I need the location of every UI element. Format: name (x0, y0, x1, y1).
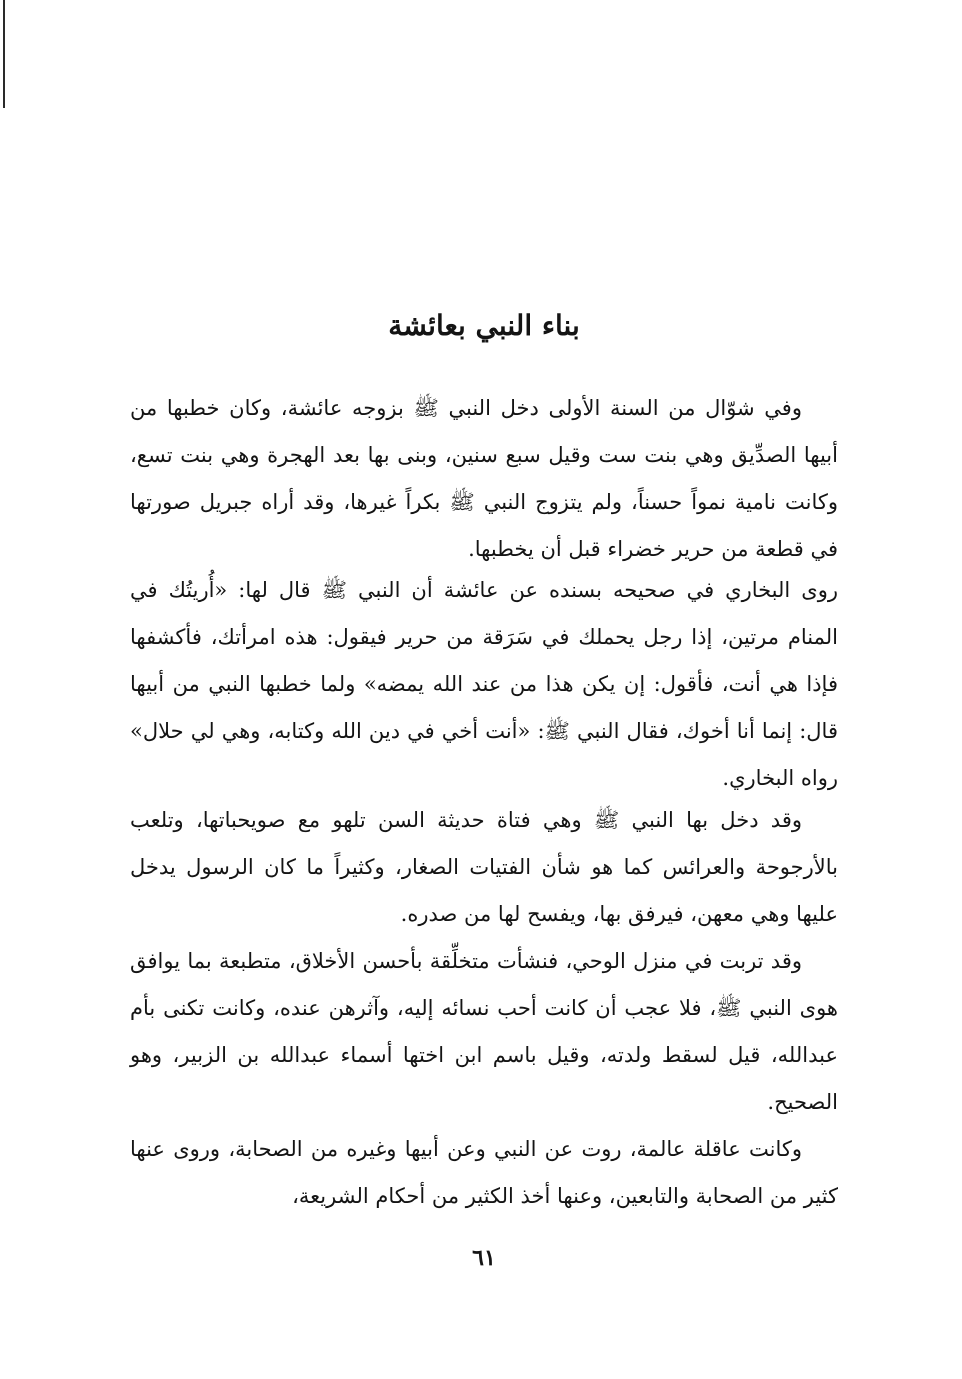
scan-edge-line (3, 0, 5, 108)
chapter-title: بناء النبي بعائشة (388, 309, 580, 342)
paragraph-4: وقد تربت في منزل الوحي، فنشأت متخلِّقة بأحسن الأخلاق، متطبعة بما يوافق هوى النبي ﷺ، فلا عجب أن كانت أحب نسائه إليه، وآثرهن عنده، وكانت تكنى بأم عبدالله، قيل لسقط ولدته، وقيل باسم ابن اختها أسماء عبدالله بن الزبير، وهو الصحيح. (130, 949, 838, 1114)
paragraph-1: وفي شوّال من السنة الأولى دخل النبي ﷺ بزوجه عائشة، وكان خطبها من أبيها الصدِّيق وهي بنت ست وقيل سبع سنين، وبنى بها بعد الهجرة وهي بنت تسع، وكانت نامية نمواً حسناً، ولم يتزوج النبي ﷺ بكراً غيرها، وقد أراه جبريل صورتها في قطعة من حرير خضراء قبل أن يخطبها. (130, 396, 838, 561)
book-page (130, 0, 838, 1379)
paragraph-2: روى البخاري في صحيحه بسنده عن عائشة أن النبي ﷺ قال لها: «أُريتُك في المنام مرتين، إذا رجل يحملك في سَرَقة من حرير فيقول: هذه امرأتك، فأكشفها فإذا هي أنت، فأقول: إن يكن هذا من عند الله يمضه» ولما خطبها النبي من أبيها قال: إنما أنا أخوك، فقال النبي ﷺ: «أنت أخي في دين الله وكتابه، وهي لي حلال» رواه البخاري. (130, 578, 838, 790)
page-number: ٦١ (472, 1245, 496, 1271)
paragraph-5: وكانت عاقلة عالمة، روت عن النبي وعن أبيها وغيره من الصحابة، وروى عنها كثير من الصحابة والتابعين، وعنها أخذ الكثير من أحكام الشريعة، (130, 1137, 838, 1208)
paragraph-3: وقد دخل بها النبي ﷺ وهي فتاة حديثة السن تلهو مع صويحباتها، وتلعب بالأرجوحة والعرائس كما هو شأن الفتيات الصغار، وكثيراً ما كان الرسول يدخل عليها وهي معهن، فيرفق بها، ويفسح لها من صدره. (130, 808, 838, 926)
